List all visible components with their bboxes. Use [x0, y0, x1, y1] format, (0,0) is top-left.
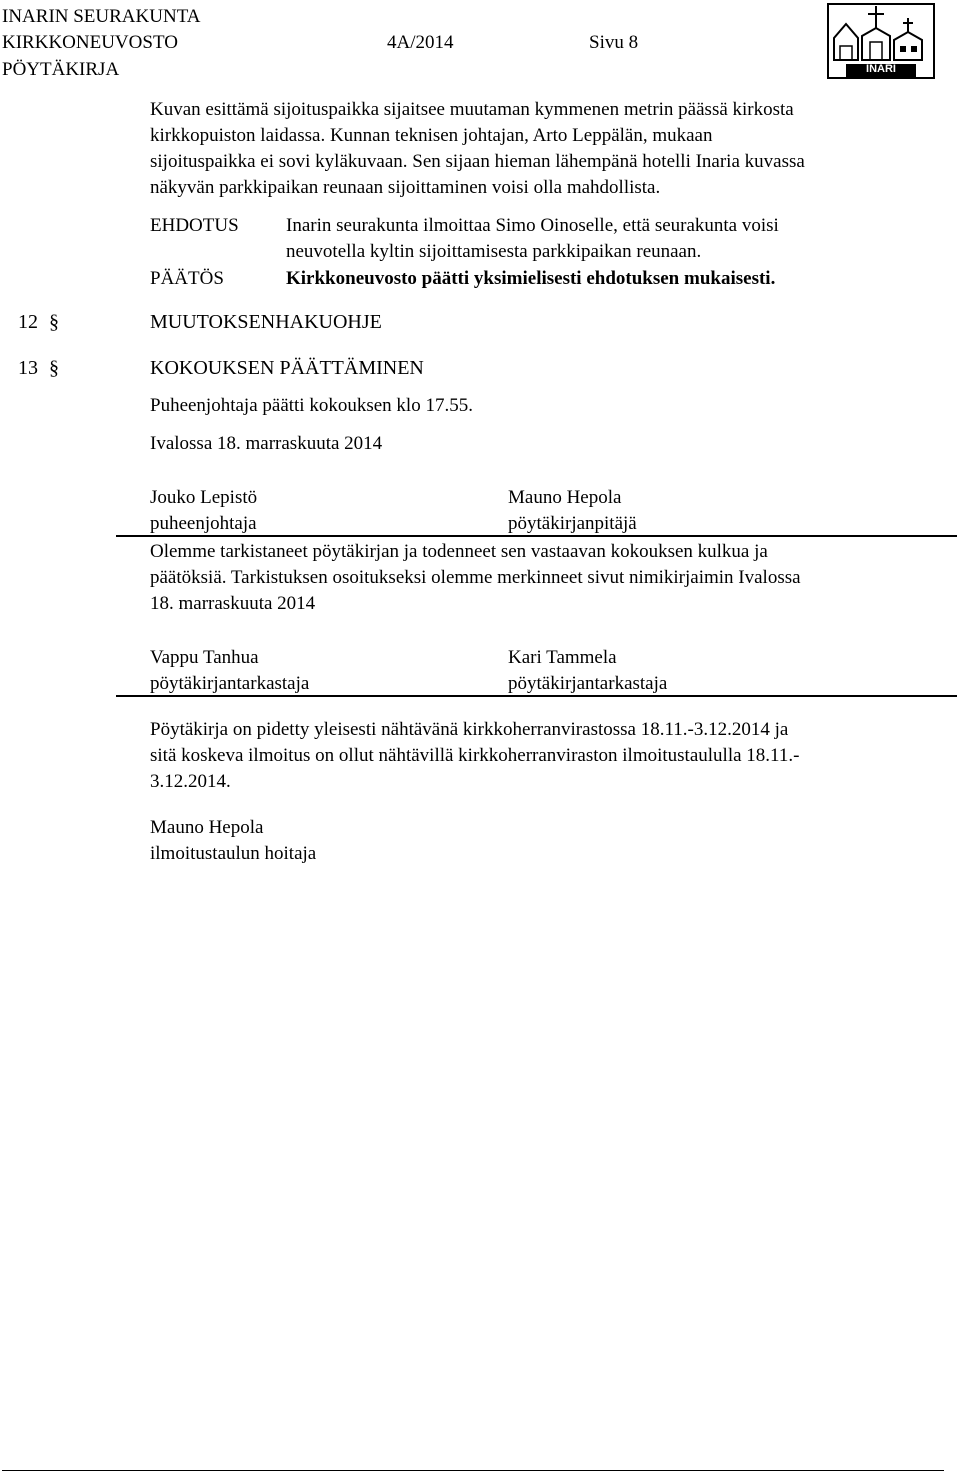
- intro-line-1: Kuvan esittämä sijoituspaikka sijaitsee muutaman kymmenen metrin päässä kirkosta: [150, 99, 794, 120]
- notice-line-1: Pöytäkirja on pidetty yleisesti nähtävänä kirkkoherranvirastossa 18.11.-3.12.2014 ja: [150, 719, 789, 740]
- notice-line-3: 3.12.2014.: [150, 771, 231, 792]
- section-13-symbol: §: [49, 357, 59, 379]
- place-date: Ivalossa 18. marraskuuta 2014: [150, 433, 383, 454]
- header-org: INARIN SEURAKUNTA: [2, 6, 201, 27]
- secretary-role: pöytäkirjanpitäjä: [508, 513, 637, 534]
- reviewer-2-role: pöytäkirjantarkastaja: [508, 673, 668, 694]
- review-divider: [116, 695, 957, 697]
- logo-label: INARI: [866, 63, 896, 75]
- intro-line-4: näkyvän parkkipaikan reunaan sijoittaminen voisi olla mahdollista.: [150, 177, 661, 198]
- footer-rule: [2, 1470, 944, 1471]
- review-line-1: Olemme tarkistaneet pöytäkirjan ja todenneet sen vastaavan kokouksen kulkua ja: [150, 541, 768, 562]
- review-line-3: 18. marraskuuta 2014: [150, 593, 316, 614]
- decision-text: Kirkkoneuvosto päätti yksimielisesti ehdotuksen mukaisesti.: [286, 268, 776, 289]
- header-body: KIRKKONEUVOSTO: [2, 32, 178, 53]
- signature-divider: [116, 535, 957, 537]
- review-line-2: päätöksiä. Tarkistuksen osoitukseksi olemme merkinneet sivut nimikirjaimin Ivalossa: [150, 567, 801, 588]
- section-13-number: 13: [18, 357, 38, 379]
- meeting-number: 4A/2014: [387, 32, 454, 53]
- proposal-line-1: Inarin seurakunta ilmoittaa Simo Oinoselle, että seurakunta voisi: [286, 215, 779, 236]
- section-13-title: KOKOUKSEN PÄÄTTÄMINEN: [150, 357, 424, 379]
- secretary-name: Mauno Hepola: [508, 487, 622, 508]
- section-12-title: MUUTOKSENHAKUOHJE: [150, 311, 382, 333]
- chair-role: puheenjohtaja: [150, 513, 257, 534]
- section-12-number: 12: [18, 311, 38, 333]
- closing-statement: Puheenjohtaja päätti kokouksen klo 17.55.: [150, 395, 473, 416]
- intro-line-2: kirkkopuiston laidassa. Kunnan teknisen johtajan, Arto Leppälän, mukaan: [150, 125, 713, 146]
- notice-signer-name: Mauno Hepola: [150, 817, 264, 838]
- decision-label: PÄÄTÖS: [150, 268, 224, 289]
- page-number: Sivu 8: [589, 32, 639, 53]
- notice-line-2: sitä koskeva ilmoitus on ollut nähtävillä kirkkoherranviraston ilmoitustaululla 18.11.-: [150, 745, 800, 766]
- intro-line-3: sijoituspaikka ei sovi kyläkuvaan. Sen sijaan hieman lähempänä hotelli Inaria kuvassa: [150, 151, 805, 172]
- notice-signer-role: ilmoitustaulun hoitaja: [150, 843, 317, 864]
- reviewer-1-name: Vappu Tanhua: [150, 647, 259, 668]
- reviewer-2-name: Kari Tammela: [508, 647, 617, 668]
- chair-name: Jouko Lepistö: [150, 487, 258, 508]
- section-12-symbol: §: [49, 311, 59, 333]
- reviewer-1-role: pöytäkirjantarkastaja: [150, 673, 310, 694]
- proposal-line-2: neuvotella kyltin sijoittamisesta parkkipaikan reunaan.: [286, 241, 702, 262]
- header-doc-type: PÖYTÄKIRJA: [2, 59, 120, 80]
- proposal-label: EHDOTUS: [150, 215, 239, 236]
